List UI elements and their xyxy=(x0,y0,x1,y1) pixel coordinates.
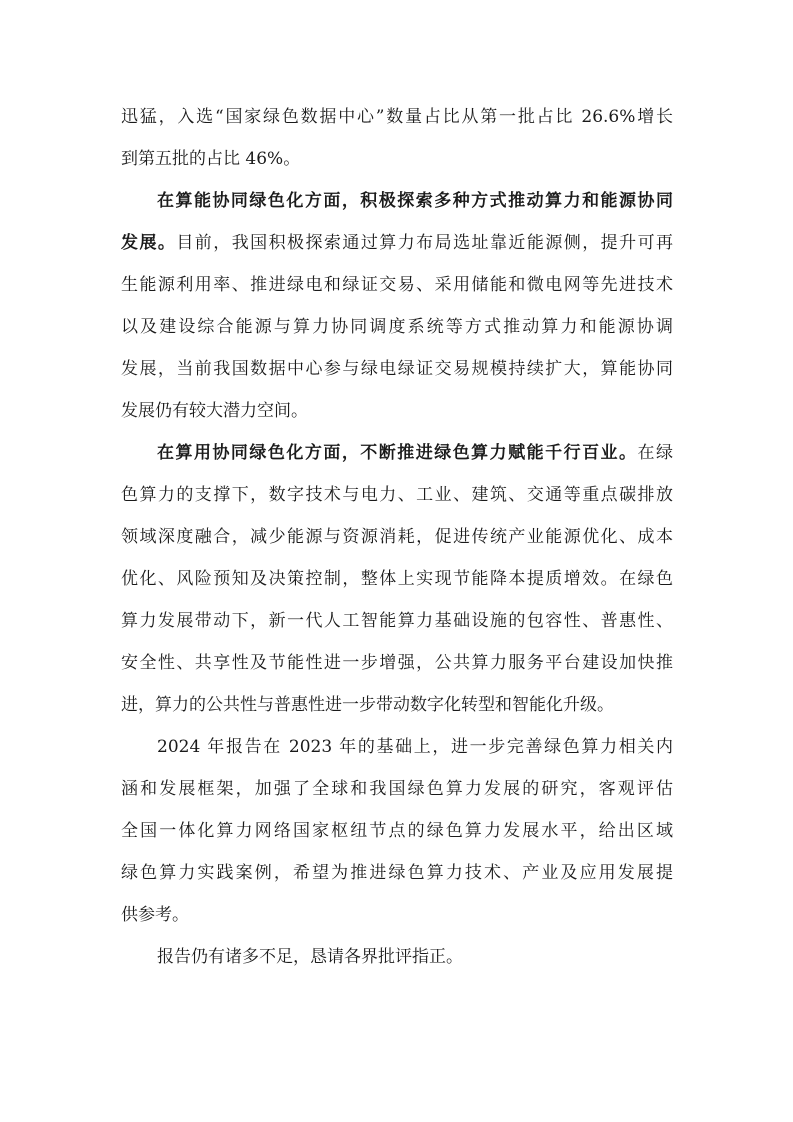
paragraph-4-line-1: 2024 年报告在 2023 年的基础上，进一步完善绿色算力相关内 xyxy=(157,737,673,757)
paragraph-2-heading: 在算能协同绿色化方面，积极探索多种方式推动算力和能源协同 xyxy=(157,191,673,211)
paragraph-2-line-3: 生能源利用率、推进绿电和绿证交易、采用储能和微电网等先进技术 xyxy=(121,275,673,295)
paragraph-2-line-1 xyxy=(157,181,673,221)
paragraph-4-line-5: 供参考。 xyxy=(121,905,189,925)
paragraph-2-line-2 xyxy=(121,223,673,263)
paragraph-3-line-6: 安全性、共享性及节能性进一步增强，公共算力服务平台建设加快推 xyxy=(121,653,673,673)
paragraph-2-line-4: 以及建设综合能源与算力协同调度系统等方式推动算力和能源协调 xyxy=(121,317,673,337)
paragraph-2-line-5: 发展，当前我国数据中心参与绿电绿证交易规模持续扩大，算能协同 xyxy=(121,359,673,379)
paragraph-2-line-6: 发展仍有较大潜力空间。 xyxy=(121,401,308,421)
paragraph-3-line-4: 优化、风险预知及决策控制，整体上实现节能降本提质增效。在绿色 xyxy=(121,569,673,589)
paragraph-1-line-1: 迅猛，入选“国家绿色数据中心”数量占比从第一批占比 26.6%增长 xyxy=(121,107,673,127)
paragraph-3-body-start: 在绿 xyxy=(637,443,674,463)
paragraph-2-heading-end: 发展。 xyxy=(121,233,177,253)
paragraph-4-line-3: 全国一体化算力网络国家枢纽节点的绿色算力发展水平，给出区域 xyxy=(121,821,673,841)
paragraph-3-line-3: 领域深度融合，减少能源与资源消耗，促进传统产业能源优化、成本 xyxy=(121,527,673,547)
paragraph-3-line-1 xyxy=(157,433,673,473)
paragraph-3-line-7: 进，算力的公共性与普惠性进一步带动数字化转型和智能化升级。 xyxy=(121,695,614,715)
paragraph-5-line-1: 报告仍有诸多不足，恳请各界批评指正。 xyxy=(157,947,463,967)
paragraph-4-line-4: 绿色算力实践案例，希望为推进绿色算力技术、产业及应用发展提 xyxy=(121,863,673,883)
paragraph-3-line-2: 色算力的支撑下，数字技术与电力、工业、建筑、交通等重点碳排放 xyxy=(121,485,673,505)
paragraph-3-line-5: 算力发展带动下，新一代人工智能算力基础设施的包容性、普惠性、 xyxy=(121,611,673,631)
paragraph-2-body-start: 目前，我国积极探索通过算力布局选址靠近能源侧，提升可再 xyxy=(176,233,674,253)
paragraph-4-line-2: 涵和发展框架，加强了全球和我国绿色算力发展的研究，客观评估 xyxy=(121,779,673,799)
paragraph-1-line-2: 到第五批的占比 46%。 xyxy=(121,149,301,169)
paragraph-3-heading: 在算用协同绿色化方面，不断推进绿色算力赋能千行百业。 xyxy=(157,443,638,463)
